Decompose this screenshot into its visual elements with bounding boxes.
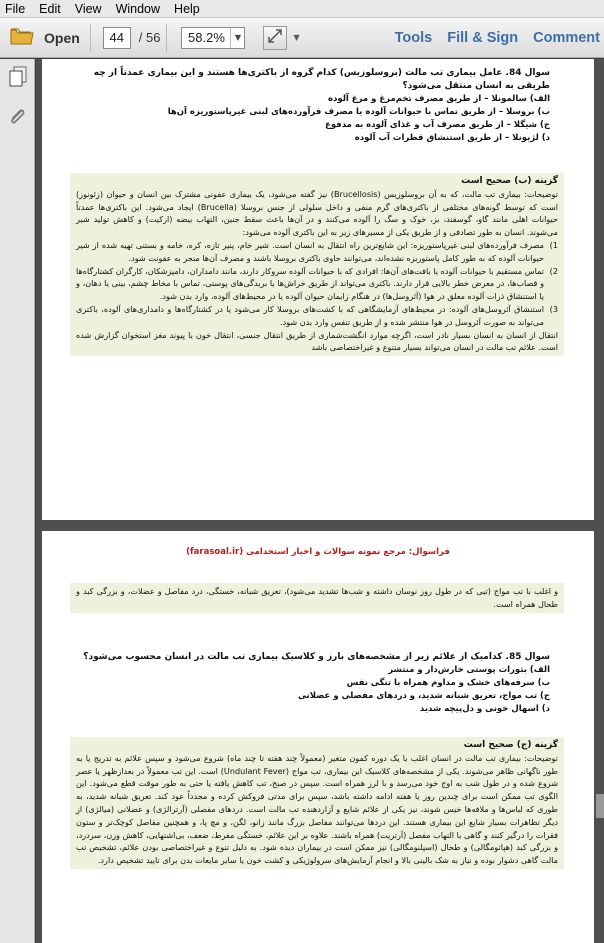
pdf-page [42,531,594,943]
answer-list-item: 2) تماس مستقیم با حیوانات آلوده یا بافت‌های آن‌ها: افرادی که با حیوانات آلوده سروکار دارند، مانند دامداران، دامپزشکان، کارگران کشتارگاه‌ها و قصاب‌ها، در معرض خطر بالایی قرار دارند. باکتری می‌تواند از طریق خراش‌ها یا بریدگی‌های پوستی، تماس با مخاط چشم، بینی یا دهان، و یا استنشاق ذرات آلوده معلق در هوا (آئروسل‌ها) در هنگام زایمان حیوان آلوده یا در محیط‌های آلوده، وارد بدن شود. [76,265,558,302]
zoom-select[interactable] [181,27,245,49]
menu-bar [0,0,604,18]
answer-paragraph: توضیحات: بیماری تب مالت، که به آن بروسلوزیس (Brucellosis) نیز گفته می‌شود، یک بیماری عفونی مشترک بین انسان و حیوان (زئونوز) است که توسط گونه‌های مختلفی از باکتری‌های گرم منفی و داخل سلولی از جنس بروسلا (Brucella) ایجاد می‌شود. این باکتری‌ها عمدتاً حیوانات اهلی مانند گاو، گوسفند، بز، خوک و سگ را آلوده می‌کنند و در آن‌ها باعث سقط جنین، التهاب بیضه (ارکیت) و کاهش تولید شیر می‌شوند. انسان به طور تصادفی و از طریق یکی از مسیرهای زیر به این باکتری آلوده می‌شود: [76,188,559,238]
toolbar-separator [90,24,91,52]
answer-list-item: 1) مصرف فرآورده‌های لبنی غیرپاستوریزه: این شایع‌ترین راه انتقال به انسان است. شیر خام، پنیر تازه، کره، خامه و بستنی تهیه شده از شیر حیوانات آلوده که به طور کامل پاستوریزه نشده‌اند، می‌توانند حاوی باکتری بروسلا باشند و مصرف آن‌ها منجر به عفونت شود. [76,239,558,263]
pages-panel-button[interactable] [0,59,35,99]
scrollbar-thumb[interactable] [596,794,604,818]
navigation-pane [0,59,35,943]
menu-file[interactable]: File [5,1,26,16]
fit-page-button[interactable] [263,26,287,50]
question-84 [80,67,550,145]
question-text: سوال 85. کدامیک از علائم زیر از مشخصه‌های بارز و کلاسیک بیماری تب مالت در انسان محسوب می‌شود؟ [83,652,550,662]
expand-icon [267,28,283,48]
pages-icon [8,66,28,92]
answer-paragraph: و اغلب با تب مواج (تبی که در طول روز نوسان داشته و شب‌ها تشدید می‌شود)، تعریق شبانه، خستگی، درد مفاصل و عضلات، و بزرگی کبد و طحال همراه است. [76,586,558,609]
attachments-panel-button[interactable] [0,99,35,139]
menu-view[interactable]: View [74,1,102,16]
list-item-text: مصرف فرآورده‌های لبنی غیرپاستوریزه: این شایع‌ترین راه انتقال به انسان است. شیر خام، پنیر تازه، کره، خامه و بستنی تهیه شده از شیر حیوانات آلوده که به طور کامل پاستوریزه نشده‌اند، می‌توانند حاوی باکتری بروسلا باشند و مصرف آن‌ها منجر به عفونت شود. [76,239,544,263]
tools-button[interactable]: Tools [394,29,433,46]
answer-heading: گزینه (ج) صحیح است [463,740,558,750]
answer-84 [70,173,564,356]
document-viewer[interactable] [36,59,604,943]
toolbar-separator [166,24,167,52]
toolbar [0,18,604,58]
option-c: ج) تب مواج، تعریق شبانه شدید، و دردهای مفصلی و عضلانی [297,691,550,701]
page-total: / 56 [138,30,161,45]
open-label: Open [44,29,80,46]
answer-heading: گزینه (ب) صحیح است [461,176,558,186]
menu-window[interactable]: Window [115,1,161,16]
pdf-page [42,59,594,520]
menu-edit[interactable]: Edit [39,1,61,16]
option-d: د) اسهال خونی و دل‌پیچه شدید [419,704,550,714]
folder-icon [10,26,34,50]
chevron-down-icon[interactable]: ▼ [230,28,244,48]
answer-paragraph: انتقال از انسان به انسان بسیار نادر است، اگرچه موارد انگشت‌شماری از طریق انتقال جنسی، انتقال خون یا پیوند مغز استخوان گزارش شده است. علائم تب مالت در انسان می‌تواند بسیار متنوع و غیراختصاصی باشد [76,329,558,353]
header-site[interactable]: (farasoal.ir) [186,547,244,557]
menu-help[interactable]: Help [174,1,200,16]
paperclip-icon [8,106,28,132]
question-text: سوال 84. عامل بیماری تب مالت (بروسلوزیس) کدام گروه از باکتری‌ها هستند و این بیماری عمدتاً از چه طریقی به انسان منتقل می‌شود؟ [93,68,550,91]
option-c: ج) شیگلا – از طریق مصرف آب و غذای آلوده به مدفوع [325,120,550,130]
page-number-input[interactable]: 44 [103,27,131,49]
option-b: ب) بروسلا – از طریق تماس با حیوانات آلوده یا مصرف فرآورده‌های لبنی غیرپاستوریزه آن‌ها [167,107,550,117]
zoom-value[interactable]: 58.2% [188,30,225,45]
fit-dropdown-icon[interactable]: ▼ [293,33,300,42]
page-header [42,547,594,557]
list-item-text: استنشاق آئروسل‌های آلوده: در محیط‌های آزمایشگاهی که با کشت‌های بروسلا کار می‌شود یا در کشتارگاه‌ها و دامداری‌های آلوده، باکتری می‌تواند به صورت آئروسل در هوا منتشر شده و از طریق تنفس وارد بدن شود. [76,303,544,327]
option-b: ب) سرفه‌های خشک و مداوم همراه با تنگی نفس [346,678,550,688]
question-85 [80,651,550,716]
option-a: الف) سالمونلا – از طریق مصرف تخم‌مرغ و مرغ آلوده [328,94,550,104]
option-a: الف) بثورات پوستی خارش‌دار و منتشر [388,665,550,675]
answer-84-continued [70,583,564,613]
answer-85 [70,737,564,869]
header-text: فراسوال: مرجع نمونه سوالات و اخبار استخدامی [246,547,450,557]
answer-list-item: 3) استنشاق آئروسل‌های آلوده: در محیط‌های آزمایشگاهی که با کشت‌های بروسلا کار می‌شود یا در کشتارگاه‌ها و دامداری‌های آلوده، باکتری می‌تواند به صورت آئروسل در هوا منتشر شده و از طریق تنفس وارد بدن شود. [76,303,558,327]
answer-paragraph: توضیحات: بیماری تب مالت در انسان اغلب با یک دوره کمون متغیر (معمولاً چند هفته تا چند ماه) شروع می‌شود و سپس علائم به تدریج یا به طور ناگهانی ظاهر می‌شوند. یکی از مشخصه‌های کلاسیک این بیماری، تب مواج (Undulant Fever) است. این تب معمولاً در بعدازظهر یا عصر شروع شده و در طول شب به اوج خود می‌رسد و با لرز همراه است. سپس در صبح، تب کاهش یافته یا حتی به طور موقت قطع می‌شود. این الگوی تب ممکن است برای چندین روز یا هفته ادامه داشته باشد، سپس برای مدتی فروکش کرده و مجدداً عود کند. تعریق شبانه شدید، به طوری که لباس‌ها و ملافه‌ها خیس شوند، نیز یکی از علائم شایع و آزاردهنده تب مالت است. دردهای مفصلی (آرترالژی) و عضلانی (میالژی) از دیگر تظاهرات بسیار شایع این بیماری هستند. این دردها می‌توانند مفاصل بزرگ مانند زانو، لگن، و مچ پا، و همچنین مفاصل کوچک‌تر و ستون فقرات را درگیر کنند و گاهی با التهاب مفصل (آرتریت) همراه باشند. علاوه بر این علائم، خستگی مفرط، ضعف، بی‌اشتهایی، کاهش وزن، سردرد، و بزرگی کبد (هپاتومگالی) و طحال (اسپلنومگالی) نیز ممکن است در بیماران دیده شود. به دلیل تنوع و غیراختصاصی بودن علائم، تشخیص تب مالت گاهی دشوار بوده و نیاز به شک بالینی بالا و انجام آزمایش‌های سرولوژیکی و کشت خون یا سایر مایعات بدن برای تایید تشخیص دارد. [76,752,558,866]
fill-sign-button[interactable]: Fill & Sign [447,29,519,46]
list-item-text: تماس مستقیم با حیوانات آلوده یا بافت‌های آن‌ها: افرادی که با حیوانات آلوده سروکار دارند، مانند دامداران، دامپزشکان، کارگران کشتارگاه‌ها و قصاب‌ها، در معرض خطر بالایی قرار دارند. باکتری می‌تواند از طریق خراش‌ها یا بریدگی‌های پوستی، تماس با مخاط چشم، بینی یا دهان، و یا استنشاق ذرات آلوده معلق در هوا (آئروسل‌ها) در هنگام زایمان حیوان آلوده یا در محیط‌های آلوده، وارد بدن شود. [76,265,544,302]
open-button[interactable] [6,23,84,53]
comment-button[interactable]: Comment [533,29,600,46]
option-d: د) لژیونلا – از طریق استنشاق قطرات آب آلوده [354,133,550,143]
